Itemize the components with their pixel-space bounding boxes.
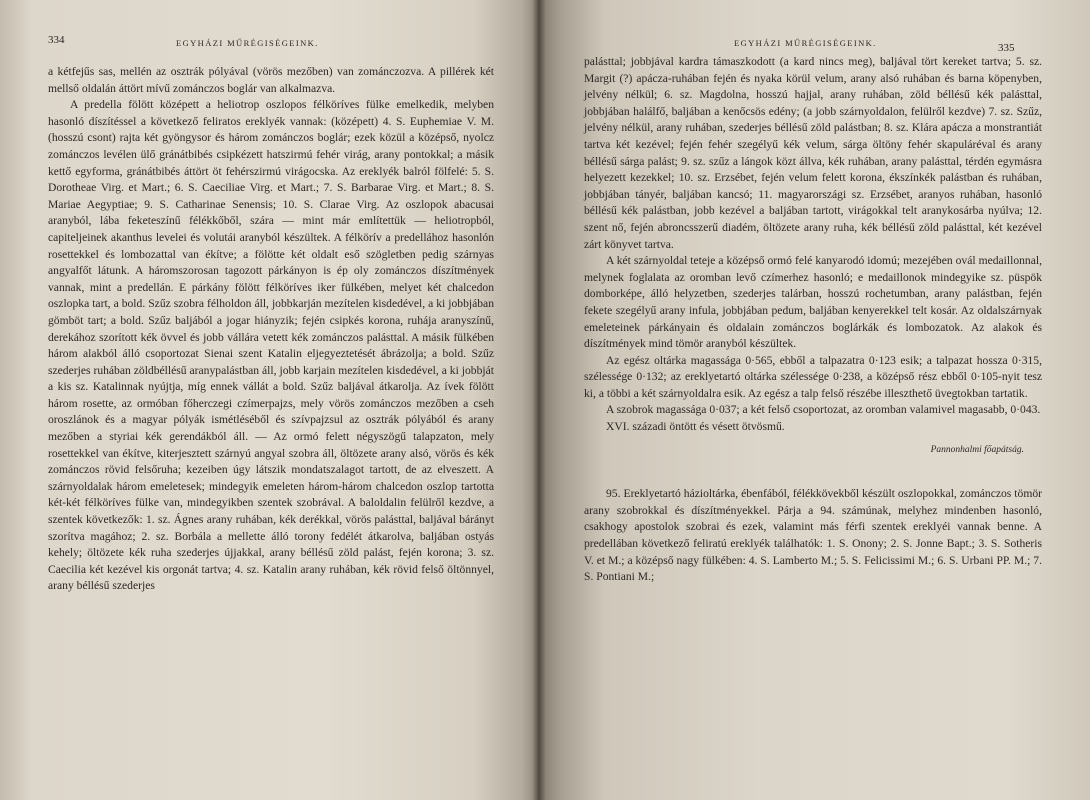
body-text: [584, 54, 1042, 586]
paragraph: XVI. századi öntött és vésett ötvösmű.: [606, 420, 785, 434]
page-number: 335: [998, 42, 1015, 54]
ownership-mark: Pannonhalmi főapátság.: [930, 444, 1024, 455]
paragraph: A szobrok magassága 0·037; a két felső csoportozat, az oromban valamivel magasabb, 0·043.: [606, 403, 1041, 417]
paragraph: a kétfejűs sas, mellén az osztrák pólyával (vörös mezőben) van zománczozva. A pillérek két mellső oldalán áttört mívű zománczos boglár van alkalmazva.: [48, 65, 494, 95]
running-head: EGYHÁZI MŰRÉGISÉGEINK.: [176, 38, 319, 48]
paragraph: A két szárnyoldal teteje a középső ormó felé kanyarodó idomú; mezejében ovál medaillonnal, melynek foglalata az oromban levő czímerhez hasonló; e medaillonok mindegyike sz. püspök domborképe, álló helyzetben, szederjes talárban, hosszú rochetumban, arany palástban, fején fekete szegélyű arany infula, jobbjában pedum, baljában kenyerekkel telt kosár. Az oldalszárnyak emeleteinek párkányain és oldalain zománczos boglárkák és lombozatok. Az alakok és díszítmények mind tömör aranyból készültek.: [584, 254, 1042, 351]
page-number: 334: [48, 34, 65, 46]
paragraph: A predella fölött középett a heliotrop oszlopos félköríves fülke emelkedik, melyben hasonló díszítéssel a következő feliratos ereklyék vannak: (középett) 4. S. Euphemiae V. M. (hosszú csont) rajta két gyöngysor és három zománczos boglár; ezek közül a középső, nyolcz zománczos levélen ülő gránátbibés csipkézett hatszirmú fehér virág, arany pontokkal; a másik kettő egyforma, gránátbibés áttört öt fehérszirmú virágocska. Az ereklyék balról fölfelé: 5. S. Dorotheae Virg. et Mart.; 6. S. Caeciliae Virg. et Mart.; 7. S. Barbarae Virg. et Mart.; 8. S. Mariae Aegyptiae; 9. S. Catharinae Senensis; 10. S. Clarae Virg. Az oszlopok abacusai aranyból, lába feketeszínű félékkőből, szára — mint már említettük — heliotropból, capiteljeinek akanthus levelei és volutái aranyból készültek. A félkörív a predellához hasonlón rosettekkel és lombozattal van ékítve; a fölötte két oldalt eső szögletben pedig szárnyas angyalfőt látunk. A háromszorosan tagozott párkányon is ép oly zománczos díszítmények vannak, mint a predellán. E párkány fölött félköríves iker fülkében, melyet két chalcedon oszlopka tart, a bold. Szűz szobra félholdon áll, jobbkarján mezítelen kisdedével, a ki jobbjában gömböt tart; a bold. Szűz baljából a jogar hiányzik; fején csipkés korona, ruhája aranyszínű, derekához szorított kék övvel és jobb vállára vetett kék zománczos palásttal. A másik fülkében három alakból álló csoportozat Sienai szent Katalin eljegyeztetését ábrázolja; a bold. Szűz szederjes ruhában zöldbéllésű aranypalástban áll, jobb karjain mezítelen kisdedével, a ki jobbját a kis sz. Katalinnak nyújtja, míg ennek vállát a bold. Szűz baljával átkarolja. Az ívek fölött három rosette, az ormóban főherczegi czímerpajzs, mely vörös zománczos mezőben a cseh oroszlánok és a magyar pólyák ismétléséből és szívpajzsul az osztrák pólyából és arany mezőben a styriai kék gerendákból áll. — Az ormó felett négyszögű talapzaton, mely rosettekkel van ékítve, kiterjesztett szárnyú angyal szobra áll, öltözete arany alsó, vörös és kék zománczos rövid felsőruha; kezeiben úgy látszik mondatszalagot tartott, de az elveszett. A szárnyoldalak három emeletesek; mindegyik emeleten három-három chalcedon oszlop tartotta két-két félköríves fülke van, mindegyikben szentek szobrával. A baloldalin felülről kezdve, a szentek következők: 1. sz. Ágnes arany ruhában, kék derékkal, vörös palásttal, baljával bárányt szorítva magához; 2. sz. Borbála a mellette álló torony fedélét átkarolva, baljában ostyás kehely; öltözete kék ruha szederjes újjakkal, arany béllésű zöld palást, fején korona; 3. sz. Caecilia két kezével kis orgonát tartva; 4. sz. Katalin arany ruhában, kék rövid felső öltönnyel, arany béllésű szederjes: [48, 98, 494, 593]
paragraph: 95. Ereklyetartó házioltárka, ébenfából, félékkövekből készült oszlopokkal, zománczos tömör arany szobrokkal és díszítményekkel. Párja a 94. számúnak, melyhez mindenben hasonló, csakhogy apostolok szobrai és ezek, valamint más férfi szentek ereklyéi vannak benne. A predellában következő feliratú ereklyék találhatók: 1. S. Onony; 2. S. Jonne Bapt.; 3. S. Sotheris V. et M.; a középső nagy fülkében: 4. S. Lamberto M.; 5. S. Felicissimi M.; 6. S. Urbani PP. M.; 7. S. Pontiani M.;: [584, 487, 1042, 584]
left-page: [0, 0, 538, 800]
paragraph: Az egész oltárka magassága 0·565, ebből a talpazatra 0·123 esik; a talpazat hossza 0·315, szélessége 0·132; az ereklyetartó oltárka szélessége 0·238, a középső rész ebből 0·105-nyit tesz ki, a többi a két szárnyoldalra esik. Az egész a talp felső részébe illeszthető üvegtokban tartatik.: [584, 353, 1042, 400]
running-head: EGYHÁZI MŰRÉGISÉGEINK.: [734, 38, 877, 48]
body-text: [48, 64, 494, 595]
paragraph: palásttal; jobbjával kardra támaszkodott (a kard nincs meg), baljával tört kereket tartva; 5. sz. Margit (?) apácza-ruhában fején és nyaka körül velum, arany alsó ruhában és barna köpenyben, jelvény nélkül; 6. sz. Magdolna, hosszú hajjal, arany ruhában, zöld béllésű kék palásttal, jobbjában halálfő, baljában a kenőcsös edény; (a jobb szárnyoldalon, felülről kezdve) 7. sz. Szűz, jelvény nélkül, arany ruhában, szederjes béllésű zöld palástban; 8. sz. Klára apácza a monstrantiát tartva két kezével; fején fehér szegélyű kék velum, sárga öltöny fehér skapuláréval és arany béllésű sárga palást; 9. sz. szűz a lángok közt állva, kék ruhában, arany palásttal, térdén egymásra helyezett kezekkel; 10. sz. Erzsébet, fején velum felett korona, ékszínkék palástban és ruhában, jobbjában tányér, baljában kancsó; 11. magyarországi sz. Erzsébet, aranyos ruhában, hasonló béllésű kék palástban, jobb kezével a baljában tartott, virágokkal telt aranykosárba nyúlva; 12. szent nő, fején abroncsszerű diadém, öltözete arany ruha, kék béllésű zöld palásttal, két kezével zárt könyvet tartva.: [584, 55, 1042, 251]
right-page: [538, 0, 1090, 800]
book-gutter: [532, 0, 546, 800]
